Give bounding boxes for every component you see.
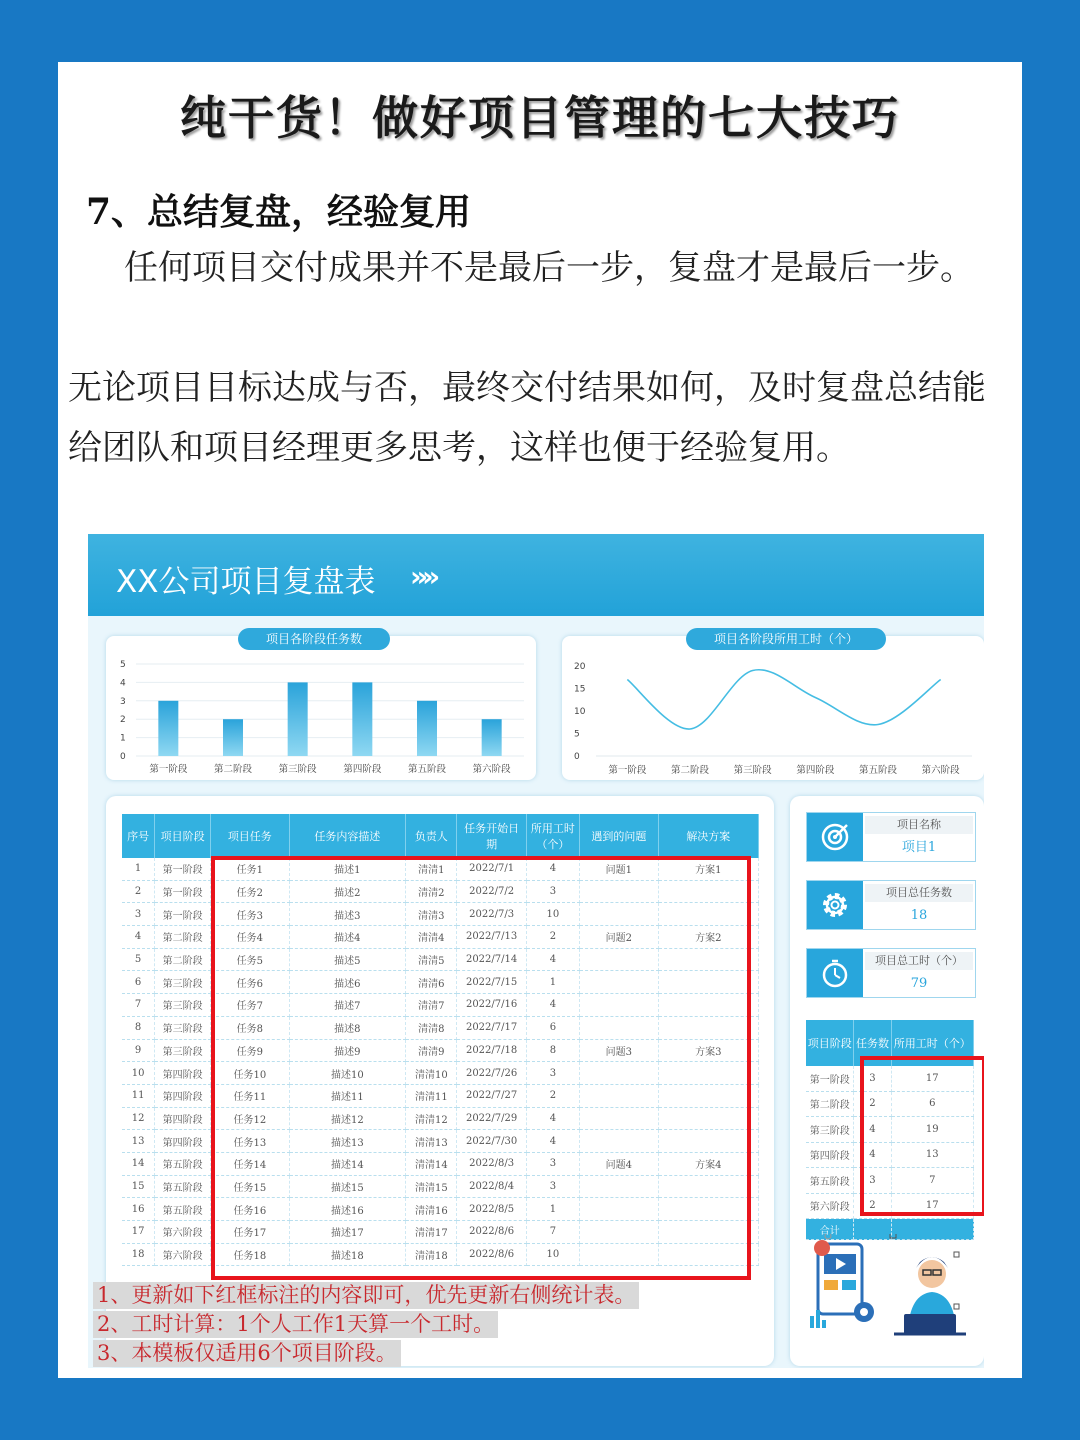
- line-chart: [562, 636, 984, 780]
- table-cell[interactable]: 第三阶段: [155, 1016, 211, 1039]
- total-tasks-label: 项目总任务数: [865, 884, 973, 902]
- table-cell[interactable]: 任务8: [211, 1016, 290, 1039]
- table-cell[interactable]: 任务17: [211, 1221, 290, 1244]
- table-cell[interactable]: 3: [526, 1062, 579, 1085]
- task-table-header-cell: 解决方案: [658, 814, 758, 858]
- table-cell[interactable]: 2: [526, 1084, 579, 1107]
- stage-summary-cell[interactable]: 6: [891, 1091, 973, 1117]
- table-cell[interactable]: 描述10: [289, 1062, 406, 1085]
- table-cell[interactable]: 第一阶段: [155, 903, 211, 926]
- x-tick-label: 第二阶段: [213, 764, 253, 775]
- table-cell[interactable]: 2022/7/16: [457, 994, 526, 1017]
- bar-chart: [106, 636, 536, 780]
- table-cell[interactable]: 第四阶段: [155, 1062, 211, 1085]
- table-cell[interactable]: 2022/7/17: [457, 1016, 526, 1039]
- table-cell[interactable]: 2022/8/6: [457, 1221, 526, 1244]
- table-cell[interactable]: 第二阶段: [155, 948, 211, 971]
- series-line: [627, 670, 940, 729]
- stage-summary-cell: 第四阶段: [806, 1142, 854, 1168]
- line-chart-card: [562, 632, 984, 780]
- table-cell[interactable]: 方案4: [658, 1152, 758, 1175]
- table-cell[interactable]: 任务3: [211, 903, 290, 926]
- table-cell[interactable]: 任务4: [211, 926, 290, 949]
- table-cell[interactable]: 清清5: [406, 948, 457, 971]
- x-tick-label: 第三阶段: [278, 764, 317, 775]
- table-cell[interactable]: 描述3: [289, 903, 406, 926]
- table-cell[interactable]: 3: [526, 1175, 579, 1198]
- stage-summary-cell[interactable]: 3: [854, 1168, 891, 1194]
- y-tick-label: 20: [574, 662, 586, 672]
- paragraph-1: 任何项目交付成果并不是最后一步，复盘才是最后一步。: [124, 248, 974, 288]
- double-chevron-icon: »»: [410, 560, 435, 593]
- task-table-header-cell: 任务内容描述: [289, 814, 406, 858]
- table-cell[interactable]: 描述6: [289, 971, 406, 994]
- table-cell[interactable]: 2022/7/1: [457, 858, 526, 880]
- table-cell[interactable]: 任务2: [211, 880, 290, 903]
- table-cell[interactable]: 10: [526, 903, 579, 926]
- x-tick-label: 第一阶段: [149, 764, 188, 775]
- y-tick-label: 5: [574, 729, 580, 740]
- table-cell[interactable]: 清清13: [406, 1130, 457, 1153]
- table-cell[interactable]: 描述5: [289, 948, 406, 971]
- table-cell[interactable]: 清清15: [406, 1175, 457, 1198]
- total-hours-value: 79: [910, 976, 928, 991]
- task-table-header-cell: 任务开始日期: [457, 814, 526, 858]
- table-cell[interactable]: 问题2: [580, 926, 659, 949]
- table-cell[interactable]: 2022/7/27: [457, 1084, 526, 1107]
- table-cell[interactable]: 2022/7/14: [457, 948, 526, 971]
- y-tick-label: 10: [574, 707, 586, 717]
- gear-icon: [807, 881, 863, 929]
- table-cell[interactable]: 2022/7/29: [457, 1107, 526, 1130]
- stage-summary-header-cell: 所用工时（个）: [891, 1020, 973, 1066]
- stage-summary-cell[interactable]: 19: [891, 1117, 973, 1143]
- bar: [417, 701, 437, 756]
- task-table-header-cell: 所用工时（个）: [526, 814, 579, 858]
- table-cell[interactable]: 描述12: [289, 1107, 406, 1130]
- table-cell[interactable]: 描述4: [289, 926, 406, 949]
- table-cell[interactable]: 2022/7/3: [457, 903, 526, 926]
- target-icon: [807, 813, 863, 861]
- table-cell[interactable]: 任务12: [211, 1107, 290, 1130]
- stage-summary-cell: 第二阶段: [806, 1091, 854, 1117]
- section-heading: 7、总结复盘，经验复用: [86, 191, 472, 233]
- table-cell[interactable]: 2: [526, 926, 579, 949]
- table-cell[interactable]: 清清1: [406, 858, 457, 880]
- stage-summary-cell[interactable]: 2: [854, 1091, 891, 1117]
- table-cell[interactable]: 描述2: [289, 880, 406, 903]
- y-tick-label: 5: [120, 660, 126, 670]
- table-cell[interactable]: 问题3: [580, 1039, 659, 1062]
- bar-chart-title: 项目各阶段任务数: [238, 628, 390, 650]
- table-cell[interactable]: 第四阶段: [155, 1084, 211, 1107]
- table-cell: 8: [122, 1016, 155, 1039]
- table-cell[interactable]: 清清7: [406, 994, 457, 1017]
- table-cell[interactable]: 任务15: [211, 1175, 290, 1198]
- stage-summary-cell: 第一阶段: [806, 1066, 854, 1091]
- table-cell: 16: [122, 1198, 155, 1221]
- review-spreadsheet: [88, 534, 984, 1368]
- table-cell[interactable]: 2022/7/13: [457, 926, 526, 949]
- project-name-box: [806, 812, 976, 862]
- table-cell[interactable]: 任务14: [211, 1152, 290, 1175]
- project-name-label: 项目名称: [865, 816, 973, 834]
- table-cell[interactable]: 清清9: [406, 1039, 457, 1062]
- stage-summary-header-cell: 任务数: [854, 1020, 891, 1066]
- table-cell[interactable]: 第一阶段: [155, 880, 211, 903]
- y-tick-label: 15: [574, 684, 586, 695]
- highlight-box-side: [860, 1056, 984, 1216]
- table-cell[interactable]: 2022/7/18: [457, 1039, 526, 1062]
- task-table-header-cell: 负责人: [406, 814, 457, 858]
- table-cell: 12: [122, 1107, 155, 1130]
- table-cell[interactable]: 问题4: [580, 1152, 659, 1175]
- paragraph-2: 无论项目目标达成与否，最终交付结果如何，及时复盘总结能给团队和项目经理更多思考，这样也便于经验复用。: [68, 368, 986, 468]
- stage-summary-cell: 第三阶段: [806, 1117, 854, 1143]
- table-cell[interactable]: 6: [526, 1016, 579, 1039]
- y-tick-label: 3: [120, 696, 126, 707]
- table-cell[interactable]: 2022/8/4: [457, 1175, 526, 1198]
- stage-summary-cell[interactable]: 7: [891, 1168, 973, 1194]
- table-cell[interactable]: 1: [526, 971, 579, 994]
- x-tick-label: 第二阶段: [670, 765, 710, 776]
- total-tasks-value: 18: [910, 908, 928, 923]
- table-cell: 11: [122, 1084, 155, 1107]
- table-cell[interactable]: 清清18: [406, 1243, 457, 1266]
- x-tick-label: 第五阶段: [858, 765, 898, 776]
- table-cell[interactable]: 任务5: [211, 948, 290, 971]
- table-cell[interactable]: 清清4: [406, 926, 457, 949]
- bar-chart-card: [106, 632, 536, 780]
- project-name-value[interactable]: 项目1: [901, 840, 937, 855]
- table-cell[interactable]: 第三阶段: [155, 994, 211, 1017]
- stage-summary-total-cell: 合计: [806, 1219, 854, 1240]
- table-cell[interactable]: 任务7: [211, 994, 290, 1017]
- stage-summary-cell[interactable]: 4: [854, 1117, 891, 1143]
- table-cell[interactable]: 8: [526, 1039, 579, 1062]
- table-cell[interactable]: 2022/8/5: [457, 1198, 526, 1221]
- task-table-header-cell: 项目阶段: [155, 814, 211, 858]
- table-cell[interactable]: 清清10: [406, 1062, 457, 1085]
- x-tick-label: 第三阶段: [733, 765, 772, 776]
- table-cell[interactable]: 第三阶段: [155, 971, 211, 994]
- table-cell: 17: [122, 1221, 155, 1244]
- table-cell[interactable]: 任务10: [211, 1062, 290, 1085]
- table-cell[interactable]: 3: [526, 1152, 579, 1175]
- task-table-header-cell: 项目任务: [211, 814, 290, 858]
- table-cell: 14: [122, 1152, 155, 1175]
- table-cell[interactable]: 清清16: [406, 1198, 457, 1221]
- table-cell[interactable]: 描述8: [289, 1016, 406, 1039]
- sheet-title: XX公司项目复盘表: [116, 564, 376, 600]
- table-cell: 18: [122, 1243, 155, 1266]
- table-cell[interactable]: 清清14: [406, 1152, 457, 1175]
- table-cell[interactable]: 第一阶段: [155, 858, 211, 880]
- stage-summary-header-cell: 项目阶段: [806, 1020, 854, 1066]
- table-cell[interactable]: 2022/7/30: [457, 1130, 526, 1153]
- table-cell[interactable]: 任务13: [211, 1130, 290, 1153]
- table-cell[interactable]: 清清8: [406, 1016, 457, 1039]
- x-tick-label: 第六阶段: [921, 765, 960, 776]
- bar: [223, 719, 243, 756]
- table-cell: 1: [122, 858, 155, 880]
- table-cell[interactable]: 描述16: [289, 1198, 406, 1221]
- table-cell[interactable]: 4: [526, 948, 579, 971]
- table-cell[interactable]: 第六阶段: [155, 1221, 211, 1244]
- x-tick-label: 第六阶段: [472, 764, 511, 775]
- table-cell[interactable]: 7: [526, 1221, 579, 1244]
- total-hours-label: 项目总工时（个）: [865, 952, 973, 970]
- x-tick-label: 第一阶段: [608, 765, 647, 776]
- highlight-box-main: [211, 856, 751, 1280]
- stage-summary-cell: 第五阶段: [806, 1168, 854, 1194]
- table-cell[interactable]: 描述15: [289, 1175, 406, 1198]
- bar: [288, 682, 308, 756]
- table-cell[interactable]: 第五阶段: [155, 1198, 211, 1221]
- table-cell[interactable]: 4: [526, 1130, 579, 1153]
- table-cell[interactable]: 第三阶段: [155, 1039, 211, 1062]
- stopwatch-icon: [807, 949, 863, 997]
- table-cell[interactable]: 描述18: [289, 1243, 406, 1266]
- table-cell[interactable]: 清清3: [406, 903, 457, 926]
- table-cell[interactable]: 2022/7/2: [457, 880, 526, 903]
- stage-summary-cell[interactable]: 17: [891, 1066, 973, 1091]
- table-cell[interactable]: 清清2: [406, 880, 457, 903]
- table-cell: 3: [122, 903, 155, 926]
- table-cell[interactable]: 任务6: [211, 971, 290, 994]
- table-cell: 4: [122, 926, 155, 949]
- stage-summary-cell[interactable]: 4: [854, 1142, 891, 1168]
- table-cell[interactable]: 第五阶段: [155, 1152, 211, 1175]
- table-cell: 10: [122, 1062, 155, 1085]
- task-table-header: [122, 814, 759, 858]
- page: [58, 62, 1022, 1378]
- table-cell[interactable]: 任务11: [211, 1084, 290, 1107]
- table-cell: 2: [122, 880, 155, 903]
- table-cell[interactable]: 任务16: [211, 1198, 290, 1221]
- total-tasks-box: [806, 880, 976, 930]
- bar: [352, 682, 372, 756]
- y-tick-label: 4: [120, 678, 126, 689]
- table-cell[interactable]: 10: [526, 1243, 579, 1266]
- table-cell[interactable]: 方案1: [658, 858, 758, 880]
- x-tick-label: 第四阶段: [343, 764, 382, 775]
- table-cell[interactable]: 描述14: [289, 1152, 406, 1175]
- y-tick-label: 2: [120, 715, 126, 726]
- note-1: 1、更新如下红框标注的内容即可，优先更新右侧统计表。: [93, 1282, 639, 1309]
- table-cell[interactable]: 清清6: [406, 971, 457, 994]
- page-title: 纯干货！做好项目管理的七大技巧: [180, 91, 900, 145]
- x-tick-label: 第四阶段: [796, 765, 835, 776]
- table-cell[interactable]: 清清12: [406, 1107, 457, 1130]
- table-cell[interactable]: 3: [526, 880, 579, 903]
- line-chart-title: 项目各阶段所用工时（个）: [686, 628, 886, 650]
- stage-summary-cell[interactable]: 13: [891, 1142, 973, 1168]
- stage-summary-cell[interactable]: 2: [854, 1193, 891, 1219]
- x-tick-label: 第五阶段: [407, 764, 447, 775]
- table-cell[interactable]: 2022/7/15: [457, 971, 526, 994]
- table-cell[interactable]: 1: [526, 1198, 579, 1221]
- table-cell: 7: [122, 994, 155, 1017]
- table-cell: 6: [122, 971, 155, 994]
- table-cell: 13: [122, 1130, 155, 1153]
- table-cell[interactable]: 问题1: [580, 858, 659, 880]
- table-cell[interactable]: 描述1: [289, 858, 406, 880]
- table-cell[interactable]: 第六阶段: [155, 1243, 211, 1266]
- note-3: 3、本模板仅适用6个项目阶段。: [93, 1340, 401, 1367]
- table-cell[interactable]: 4: [526, 994, 579, 1017]
- table-cell[interactable]: 第四阶段: [155, 1130, 211, 1153]
- y-tick-label: 1: [120, 733, 126, 744]
- table-cell[interactable]: 第五阶段: [155, 1175, 211, 1198]
- total-hours-box: [806, 948, 976, 998]
- stage-summary-cell: 第六阶段: [806, 1193, 854, 1219]
- table-cell[interactable]: 描述9: [289, 1039, 406, 1062]
- task-table-header-cell: 遇到的问题: [580, 814, 659, 858]
- table-cell[interactable]: 第四阶段: [155, 1107, 211, 1130]
- table-cell[interactable]: 描述13: [289, 1130, 406, 1153]
- stage-summary-cell[interactable]: 3: [854, 1066, 891, 1091]
- table-cell[interactable]: 2022/8/3: [457, 1152, 526, 1175]
- y-tick-label: 0: [574, 752, 580, 762]
- table-cell[interactable]: 描述17: [289, 1221, 406, 1244]
- table-cell: 9: [122, 1039, 155, 1062]
- table-cell[interactable]: 方案3: [658, 1039, 758, 1062]
- y-tick-label: 0: [120, 752, 126, 762]
- table-cell[interactable]: 任务1: [211, 858, 290, 880]
- sheet-banner: [88, 534, 984, 616]
- table-cell: 5: [122, 948, 155, 971]
- task-table-header-cell: 序号: [122, 814, 155, 858]
- table-cell[interactable]: 4: [526, 1107, 579, 1130]
- stage-summary-cell[interactable]: 17: [891, 1193, 973, 1219]
- table-cell[interactable]: 任务18: [211, 1243, 290, 1266]
- table-cell[interactable]: 方案2: [658, 926, 758, 949]
- project-illustration: [804, 1234, 974, 1344]
- note-2: 2、工时计算：1个人工作1天算一个工时。: [93, 1311, 498, 1338]
- bar: [482, 719, 502, 756]
- table-cell[interactable]: 任务9: [211, 1039, 290, 1062]
- table-cell[interactable]: 清清11: [406, 1084, 457, 1107]
- table-cell[interactable]: 清清17: [406, 1221, 457, 1244]
- table-cell[interactable]: 描述11: [289, 1084, 406, 1107]
- table-cell[interactable]: 描述7: [289, 994, 406, 1017]
- table-cell: 15: [122, 1175, 155, 1198]
- table-cell[interactable]: 4: [526, 858, 579, 880]
- table-cell[interactable]: 2022/7/26: [457, 1062, 526, 1085]
- table-cell[interactable]: 2022/8/6: [457, 1243, 526, 1266]
- bar: [158, 701, 178, 756]
- table-cell[interactable]: 第二阶段: [155, 926, 211, 949]
